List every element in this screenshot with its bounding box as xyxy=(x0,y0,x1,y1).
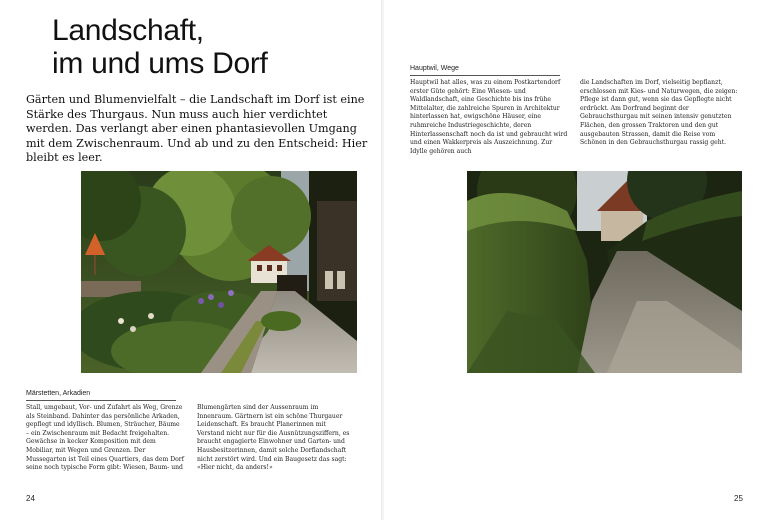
garden-photo-drawing xyxy=(81,171,357,373)
headline-line-1: Landschaft, xyxy=(52,14,204,47)
body-column-left-1: Stall, umgebaut, Vor- und Zufahrt als Weg, Grenze als Steinband. Dahinter das persönliche Arkaden, gepflegt und idyllisch. Blumen, Sträucher, Bäume – ein Zwischenraum mit Bedacht freigehalten. Gewächse in kecker Komposition mit dem Mobiliar, mit Wegen und Grenzen. Der Mussegarten ist Teil eines Quartiers, das dem Dorf seine noch typische Form gibt: Wiesen, Baum- und xyxy=(26,404,184,472)
photo-hauptwil-hedge-path xyxy=(467,171,742,373)
lead-paragraph: Gärten und Blumenvielfalt – die Landschaft im Dorf ist eine Stärke des Thurgaus. Nun muss auch hier verdichtet werden. Das verlangt aber einen phantasievollen Umgang mit dem Zwischenraum. Und ab und zu den Entscheid: Hier bleibt es leer. xyxy=(26,93,368,164)
right-page xyxy=(384,0,766,520)
hedge-photo-drawing xyxy=(467,171,742,373)
headline-line-2: im und ums Dorf xyxy=(52,47,268,80)
page-number-left: 24 xyxy=(26,494,35,503)
page-headline xyxy=(52,14,372,80)
photo-maerstetten-garden xyxy=(81,171,357,373)
body-column-left-2: Blumengärten sind der Aussenraum im Innenraum. Gärtnern ist ein schöne Thurgauer Leidenschaft. Es braucht Planerinnen mit Verstand nicht nur für die Ausnützungsziffern, es braucht engagierte Einwohner und Garten- und Hausbesitzerinnen, damit solche Dorflandschaft nicht zerstört wird. Und ein Baugesetz das sagt: «Hier nicht, da anders!» xyxy=(197,404,350,472)
left-page xyxy=(0,0,382,520)
caption-title-maerstetten: Märstetten, Arkadien xyxy=(26,389,176,401)
page-number-right: 25 xyxy=(734,494,743,503)
body-column-right-2: die Landschaften im Dorf, vielseitig bepflanzt, erschlossen mit Kies- und Naturwegen, die zeigen: Pflege ist dann gut, wenn sie das Gepflegte nicht erdrückt. Am Dorfrand beginnt der Gebrauchsthurgau mit seinen intensiv genutzten Flächen, den grossen Traktoren und den gut ausgebauten Strassen, damit die Reise vom Schönen in den Gebrauchsthurgau rassig geht. xyxy=(580,79,738,147)
caption-title-hauptwil: Hauptwil, Wege xyxy=(410,64,560,76)
body-column-right-1: Hauptwil hat alles, was zu einem Postkartendorf erster Güte gehört: Eine Wiesen- und Waldlandschaft, eine Geschichte bis ins frühe Mittelalter, die zahlreiche Spuren in Architektur hinterlassen hat, ewigschöne Häuser, eine ruhmreiche Industriegeschichte, deren Hinterlassenschaft noch da ist und gebraucht wird und einen Wakkerpreis als Auszeichnung. Zur Idylle gehören auch xyxy=(410,79,568,155)
